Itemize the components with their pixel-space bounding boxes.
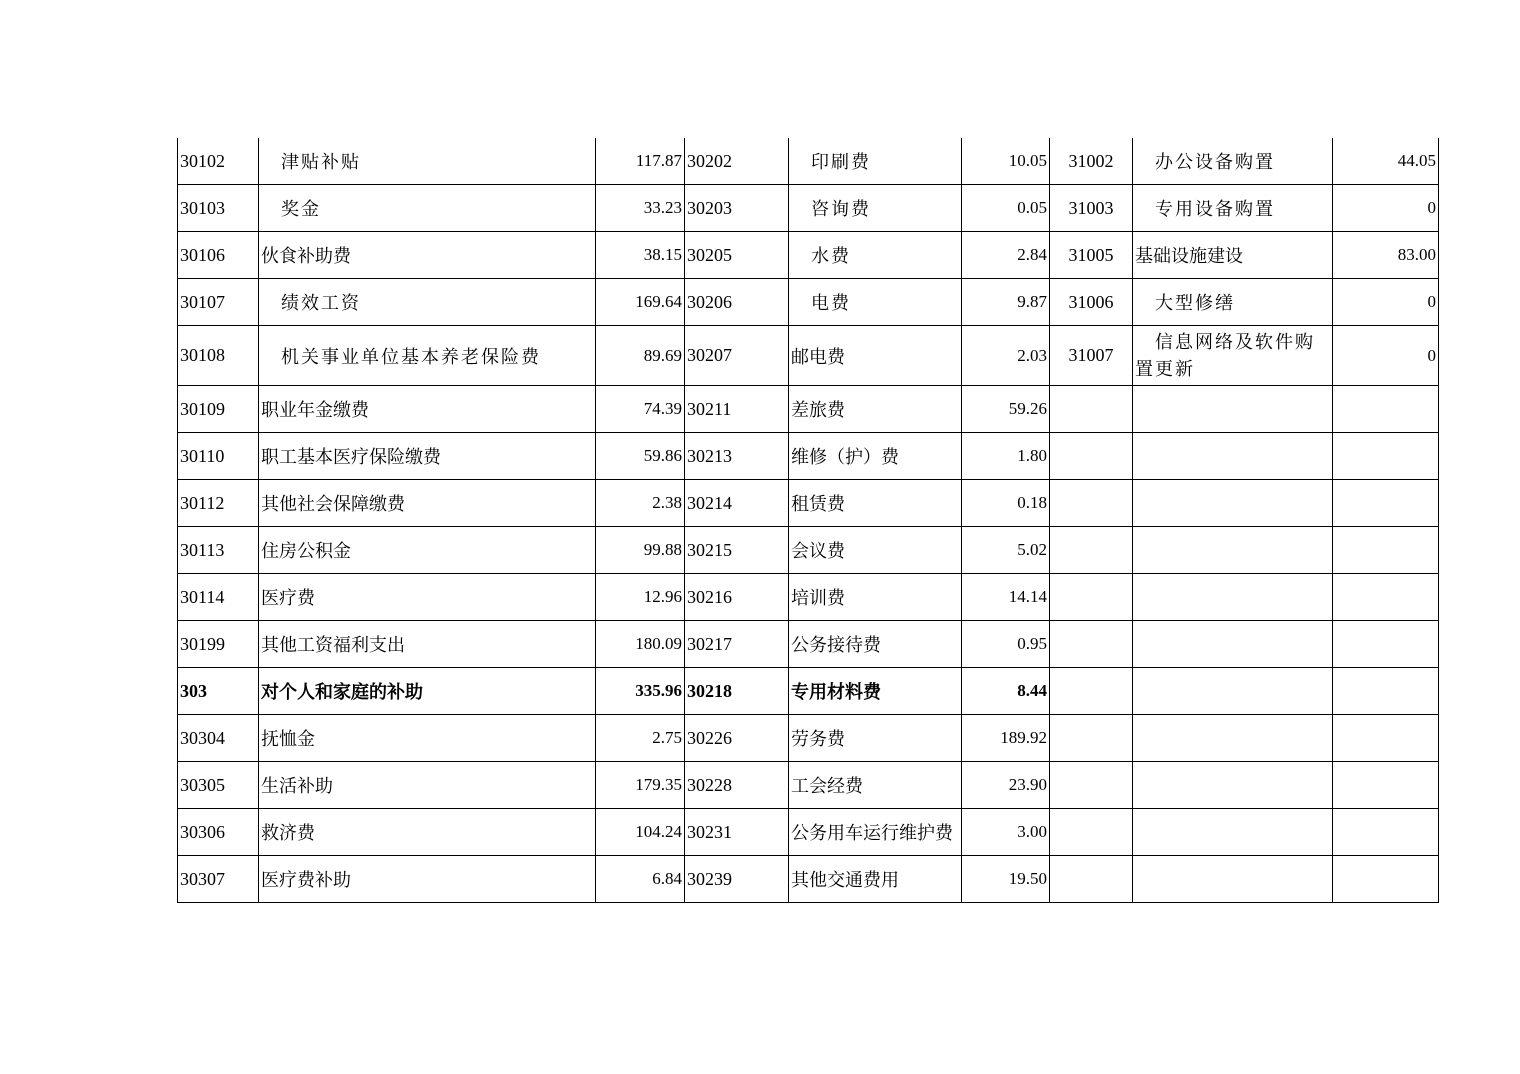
code-cell: 30207 [685,326,789,386]
empty-cell [1050,574,1133,621]
code-cell: 30202 [685,138,789,185]
item-name-cell: 住房公积金 [259,527,596,574]
item-name-cell: 医疗费补助 [259,856,596,903]
table-row [178,326,1439,386]
code-cell: 30114 [178,574,259,621]
item-name-cell: 抚恤金 [259,715,596,762]
empty-cell [1333,433,1439,480]
item-name-cell: 绩效工资 [259,279,596,326]
empty-cell [1133,527,1333,574]
table-row [178,856,1439,903]
amount-cell: 89.69 [596,326,685,386]
code-cell: 30216 [685,574,789,621]
table-row [178,621,1439,668]
empty-cell [1333,386,1439,433]
empty-cell [1133,668,1333,715]
amount-cell: 2.03 [962,326,1050,386]
table-row [178,279,1439,326]
amount-cell: 83.00 [1333,232,1439,279]
item-name-cell: 租赁费 [789,480,962,527]
amount-cell: 12.96 [596,574,685,621]
code-cell: 30217 [685,621,789,668]
item-name-cell: 其他交通费用 [789,856,962,903]
item-name-cell: 会议费 [789,527,962,574]
empty-cell [1333,809,1439,856]
item-name-cell: 工会经费 [789,762,962,809]
amount-cell: 169.64 [596,279,685,326]
empty-cell [1333,762,1439,809]
item-name-cell: 培训费 [789,574,962,621]
amount-cell: 2.38 [596,480,685,527]
amount-cell: 1.80 [962,433,1050,480]
code-cell: 30112 [178,480,259,527]
code-cell: 30199 [178,621,259,668]
amount-cell: 0.05 [962,185,1050,232]
empty-cell [1050,762,1133,809]
code-cell: 30306 [178,809,259,856]
amount-cell: 180.09 [596,621,685,668]
empty-cell [1050,527,1133,574]
empty-cell [1050,809,1133,856]
item-name-cell: 对个人和家庭的补助 [259,668,596,715]
empty-cell [1133,856,1333,903]
code-cell: 30305 [178,762,259,809]
item-name-cell: 基础设施建设 [1133,232,1333,279]
code-cell: 30218 [685,668,789,715]
empty-cell [1333,668,1439,715]
amount-cell: 9.87 [962,279,1050,326]
amount-cell: 44.05 [1333,138,1439,185]
empty-cell [1050,480,1133,527]
amount-cell: 2.84 [962,232,1050,279]
amount-cell: 5.02 [962,527,1050,574]
amount-cell: 59.86 [596,433,685,480]
amount-cell: 74.39 [596,386,685,433]
amount-cell: 104.24 [596,809,685,856]
amount-cell: 179.35 [596,762,685,809]
item-name-cell: 维修（护）费 [789,433,962,480]
table-row [178,527,1439,574]
empty-cell [1133,621,1333,668]
code-cell: 30107 [178,279,259,326]
item-name-cell: 职业年金缴费 [259,386,596,433]
empty-cell [1133,762,1333,809]
item-name-cell: 劳务费 [789,715,962,762]
empty-cell [1133,809,1333,856]
amount-cell: 189.92 [962,715,1050,762]
item-name-cell: 大型修缮 [1133,279,1333,326]
code-cell: 30103 [178,185,259,232]
item-name-cell: 专用材料费 [789,668,962,715]
item-name-cell: 印刷费 [789,138,962,185]
item-name-cell: 其他社会保障缴费 [259,480,596,527]
table-body [178,138,1439,903]
budget-table [177,138,1439,903]
item-name-cell: 公务接待费 [789,621,962,668]
code-cell: 30203 [685,185,789,232]
code-cell: 31002 [1050,138,1133,185]
code-cell: 30226 [685,715,789,762]
amount-cell: 6.84 [596,856,685,903]
empty-cell [1333,480,1439,527]
item-name-line: 信息网络及软件购 [1155,331,1315,352]
table-row [178,715,1439,762]
item-name-cell: 救济费 [259,809,596,856]
item-name-cell: 医疗费 [259,574,596,621]
amount-cell: 335.96 [596,668,685,715]
empty-cell [1333,621,1439,668]
item-name-cell: 奖金 [259,185,596,232]
amount-cell: 8.44 [962,668,1050,715]
code-cell: 30239 [685,856,789,903]
amount-cell: 59.26 [962,386,1050,433]
table-row [178,185,1439,232]
empty-cell [1050,668,1133,715]
code-cell: 30110 [178,433,259,480]
item-name-line: 置更新 [1135,358,1195,379]
item-name-cell [1133,326,1333,386]
item-name-cell: 咨询费 [789,185,962,232]
code-cell: 30206 [685,279,789,326]
item-name-cell: 职工基本医疗保险缴费 [259,433,596,480]
table-row [178,762,1439,809]
item-name-cell: 专用设备购置 [1133,185,1333,232]
empty-cell [1050,621,1133,668]
item-name-cell: 公务用车运行维护费 [789,809,962,856]
amount-cell: 3.00 [962,809,1050,856]
code-cell: 30213 [685,433,789,480]
item-name-cell: 其他工资福利支出 [259,621,596,668]
code-cell: 30211 [685,386,789,433]
code-cell: 30108 [178,326,259,386]
amount-cell: 14.14 [962,574,1050,621]
amount-cell: 38.15 [596,232,685,279]
table-row [178,386,1439,433]
table-row [178,232,1439,279]
amount-cell: 0 [1333,185,1439,232]
code-cell: 30214 [685,480,789,527]
code-cell: 30205 [685,232,789,279]
table-row [178,138,1439,185]
amount-cell: 23.90 [962,762,1050,809]
code-cell: 30102 [178,138,259,185]
amount-cell: 10.05 [962,138,1050,185]
empty-cell [1133,433,1333,480]
code-cell: 30215 [685,527,789,574]
code-cell: 30304 [178,715,259,762]
table-row [178,433,1439,480]
code-cell: 303 [178,668,259,715]
table-row [178,809,1439,856]
item-name-cell: 邮电费 [789,326,962,386]
amount-cell: 0 [1333,279,1439,326]
code-cell: 30231 [685,809,789,856]
empty-cell [1333,527,1439,574]
table-row [178,574,1439,621]
empty-cell [1133,715,1333,762]
code-cell: 31007 [1050,326,1133,386]
empty-cell [1050,386,1133,433]
code-cell: 30113 [178,527,259,574]
amount-cell: 19.50 [962,856,1050,903]
empty-cell [1050,433,1133,480]
empty-cell [1133,480,1333,527]
code-cell: 30109 [178,386,259,433]
code-cell: 31006 [1050,279,1133,326]
item-name-cell: 电费 [789,279,962,326]
code-cell: 31005 [1050,232,1133,279]
amount-cell: 33.23 [596,185,685,232]
item-name-cell: 伙食补助费 [259,232,596,279]
empty-cell [1050,715,1133,762]
empty-cell [1333,574,1439,621]
amount-cell: 117.87 [596,138,685,185]
item-name-cell: 生活补助 [259,762,596,809]
code-cell: 30228 [685,762,789,809]
empty-cell [1333,856,1439,903]
code-cell: 30307 [178,856,259,903]
amount-cell: 0 [1333,326,1439,386]
code-cell: 31003 [1050,185,1133,232]
empty-cell [1050,856,1133,903]
amount-cell: 2.75 [596,715,685,762]
item-name-cell: 办公设备购置 [1133,138,1333,185]
empty-cell [1133,386,1333,433]
amount-cell: 0.18 [962,480,1050,527]
amount-cell: 0.95 [962,621,1050,668]
item-name-cell: 机关事业单位基本养老保险费 [259,326,596,386]
item-name-cell: 水费 [789,232,962,279]
empty-cell [1133,574,1333,621]
empty-cell [1333,715,1439,762]
item-name-cell: 差旅费 [789,386,962,433]
code-cell: 30106 [178,232,259,279]
table-row [178,480,1439,527]
item-name-cell: 津贴补贴 [259,138,596,185]
amount-cell: 99.88 [596,527,685,574]
table-row [178,668,1439,715]
